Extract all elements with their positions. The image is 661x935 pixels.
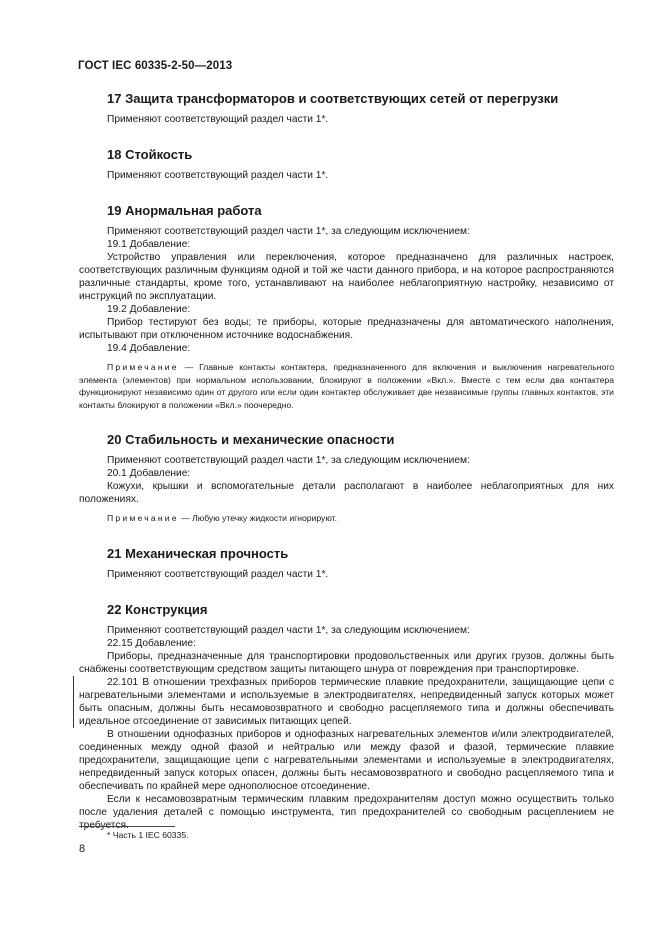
section-18-paragraph: Применяют соответствующий раздел части 1*. [107,170,329,181]
clause-22-101-single-phase-text: В отношении однофазных приборов и однофазных нагревательных элементов и/или электродвигателей, соединенных между одной фазой и нейтралью или между фазой и фазой, термические плавкие предохранители, защищающие цепи с нагревательными элементами и используемые в электродвигателях, непредвиденный запуск которых опасен, должны быть несамовозвратного и свободно расцепляемого типа и обеспечивать по крайней мере однополюсное отсоединение. [79,728,614,792]
clause-22-101-access-text: Если к несамовозвратным термическим плавким предохранителям доступ можно осуществить только после удаления деталей с помощью инструмента, тип предохранителей со свободным расцеплением не требуется. [79,793,614,831]
clause-19-1-heading: 19.1 Добавление: [107,239,191,250]
section-17-title: 17 Защита трансформаторов и соответствующих сетей от перегрузки [107,91,559,106]
section-22-paragraph: Применяют соответствующий раздел части 1*, за следующим исключением: [107,624,470,636]
section-22-title: 22 Конструкция [107,601,208,617]
section-21-title: 21 Механическая прочность [107,545,289,561]
clause-19-2-text: Прибор тестируют без воды; те приборы, которые предназначены для автоматического наполнения, испытывают при отключенном источнике водоснабжения. [79,317,614,341]
clause-19-2-heading: 19.2 Добавление: [107,304,191,315]
section-19-title: 19 Анормальная работа [107,203,262,218]
clause-22-101-text: 22.101 В отношении трехфазных приборов термические плавкие предохранители, защищающие цепи с нагревательными элементами и используемые в электродвигателях, непредвиденный запуск которых может быть опасным, должны быть несамовозвратного и свободно расцепляемого типа и должны обеспечивать идеальное отсоединение от зависимых питающих цепей. [79,676,614,727]
main-content [79,82,614,832]
clause-19-4-heading: 19.4 Добавление: [107,343,191,354]
clause-20-1-text: Кожухи, крышки и вспомогательные детали располагают в наиболее неблагоприятных для них положениях. [79,481,614,505]
clause-22-15-heading: 22.15 Добавление: [107,637,196,649]
document-header: ГОСТ IEC 60335-2-50—2013 [78,60,233,72]
section-19-note [79,361,614,411]
section-19-paragraph: Применяют соответствующий раздел части 1*, за следующим исключением: [107,226,470,237]
section-17-paragraph: Применяют соответствующий раздел части 1*. [107,114,329,125]
clause-22-15-text: Приборы, предназначенные для транспортировки продовольственных или других грузов, должны быть снабжены соответствующим средством защиты питающего шнура от повреждения при транспортировке. [79,650,614,675]
footnote-divider [79,826,175,827]
clause-20-1-heading: 20.1 Добавление: [107,468,191,479]
footnote: * Часть 1 IEC 60335. [107,830,189,840]
clause-19-1-text: Устройство управления или переключения, которое предназначено для различных настроек, соответствующих различным функциям одной и той же части данного прибора, и на которое распространяются различные стандарты, кроме того, устанавливают на наиболее неблагоприятную настройку, независимо от инструкций по эксплуатации. [79,252,614,302]
note-text: — Главные контакты контактера, предназначенного для включения и выключения нагревательного элемента (элементов) при нормальном использовании, блокируют в положении «Вкл.». Вместе с тем если два контактера функционируют независимо один от другого или если один контактер обслуживает две независимые группы главных контактов, эти контакты блокируют в положении «Вкл.» поочередно. [79,362,614,410]
page-number: 8 [79,843,86,855]
note-text: — Любую утечку жидкости игнорируют. [178,513,337,523]
note-label: Примечание [107,513,179,523]
section-18-title: 18 Стойкость [107,147,193,162]
note-label: Примечание [107,362,179,372]
section-20-note [79,512,614,525]
section-20-paragraph: Применяют соответствующий раздел части 1*, за следующим исключением: [107,455,470,466]
section-20-title: 20 Стабильность и механические опасности [107,432,395,447]
section-21-paragraph: Применяют соответствующий раздел части 1*. [107,568,329,580]
